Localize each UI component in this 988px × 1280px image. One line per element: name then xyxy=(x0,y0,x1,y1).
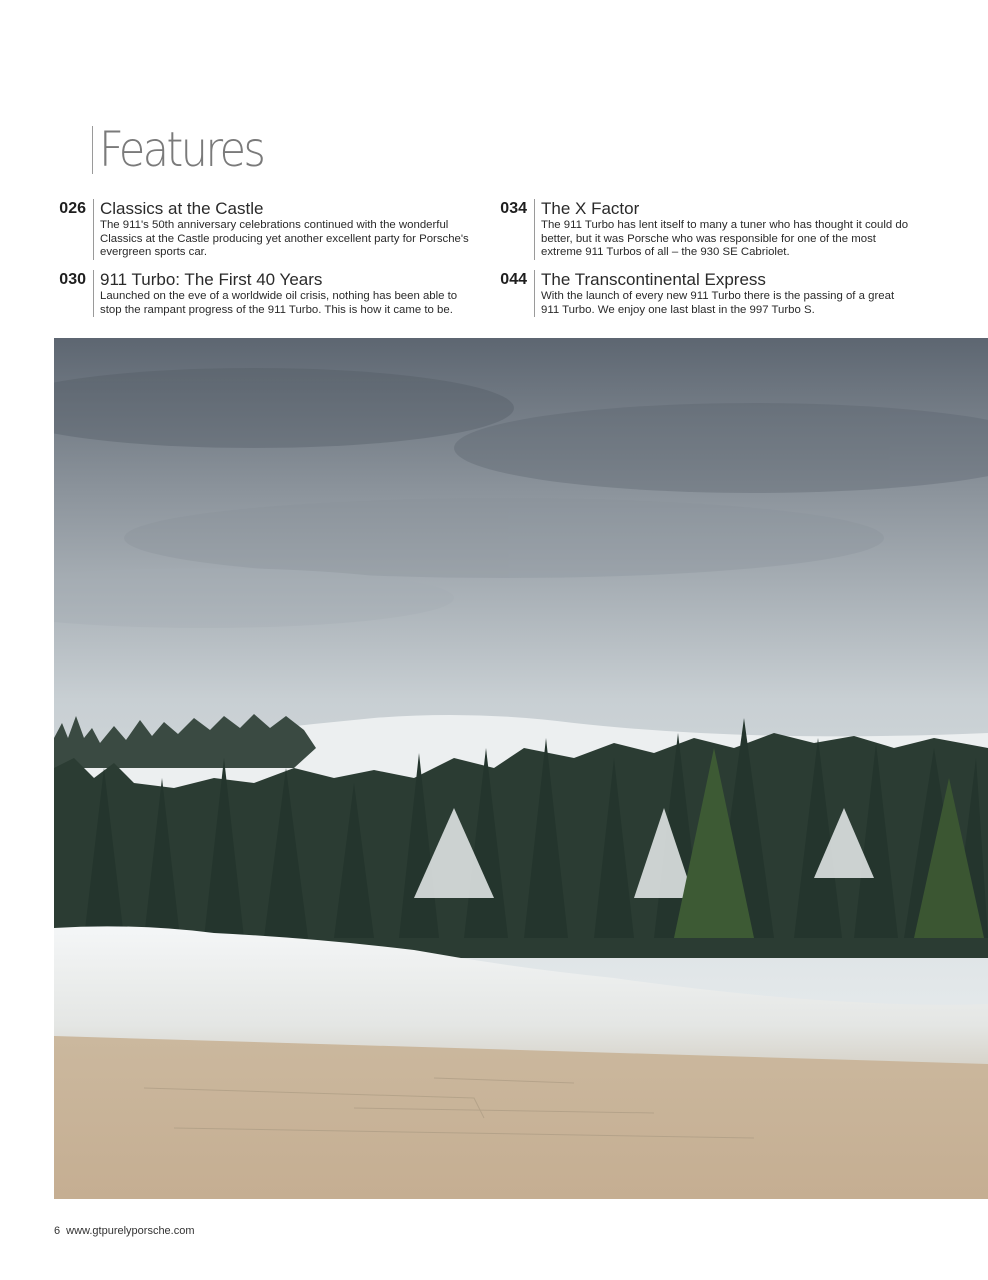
page-title: Features xyxy=(99,122,264,178)
landscape-photo-icon xyxy=(54,338,988,1199)
feature-page-number: 026 xyxy=(59,200,86,217)
feature-description: With the launch of every new 911 Turbo there is the passing of a great 911 Turbo. We enjoy one last blast in the 997 Turbo S. xyxy=(541,290,895,316)
feature-title[interactable]: 911 Turbo: The First 40 Years xyxy=(100,270,323,289)
feature-title[interactable]: Classics at the Castle xyxy=(100,199,264,218)
feature-title[interactable]: The X Factor xyxy=(541,199,640,218)
feature-page-number: 044 xyxy=(500,271,527,288)
feature-body xyxy=(93,270,472,317)
feature-title[interactable]: The Transcontinental Express xyxy=(541,270,766,289)
feature-body xyxy=(534,199,913,260)
page-heading xyxy=(92,122,281,178)
feature-page-number: 030 xyxy=(59,271,86,288)
feature-page-number: 034 xyxy=(500,200,527,217)
page-footer xyxy=(54,1225,195,1237)
footer-page-number: 6 xyxy=(54,1225,61,1237)
footer-url[interactable]: www.gtpurelyporsche.com xyxy=(66,1225,195,1237)
landscape-photo xyxy=(54,338,988,1199)
feature-body xyxy=(534,270,913,317)
feature-description: Launched on the eve of a worldwide oil crisis, nothing has been able to stop the rampant progress of the 911 Turbo. This is how it came to be. xyxy=(100,290,458,316)
feature-description: The 911 Turbo has lent itself to many a tuner who has thought it could do better, but it was Porsche who was responsible for one of the most extreme 911 Turbos of all – the 930 SE Cabriolet. xyxy=(541,219,909,258)
tarmac-ground xyxy=(54,1036,988,1199)
feature-body xyxy=(93,199,472,260)
feature-description: The 911's 50th anniversary celebrations continued with the wonderful Classics at the Castle producing yet another excellent party for Porsche's evergreen sports car. xyxy=(100,219,469,258)
